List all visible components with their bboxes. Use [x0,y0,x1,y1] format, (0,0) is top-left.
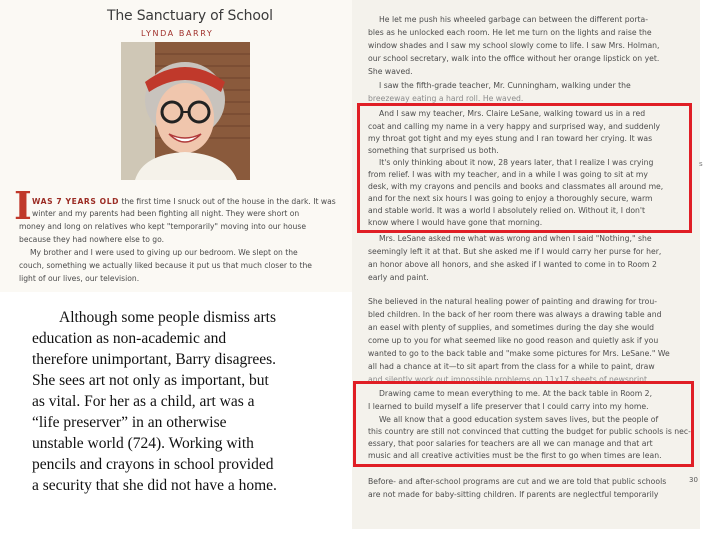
right-page-line: He let me push his wheeled garbage can between the different porta- [379,15,649,24]
drop-cap: I [14,183,32,228]
commentary-line: unstable world (724). Working with [32,435,254,452]
essay-title: The Sanctuary of School [107,8,273,24]
commentary-line: Although some people dismiss arts [59,309,276,326]
right-page-line: wanted to go to the back table and "make some pictures for Mrs. LeSane." We [368,349,670,358]
right-page-line: Before- and after-school programs are cut and we are told that public schools [368,477,667,486]
right-page-line: and stable world. It was a world I absolutely relied on. Without it, I don't [368,206,646,215]
right-page-line: And I saw my teacher, Mrs. Claire LeSane, walking toward us in a red [379,109,646,118]
right-page-line: and silently work out impossible problems on 11x17 sheets of newsprint. [368,375,650,384]
left-page-line: light of our lives, our television. [19,274,140,283]
margin-mark: s [699,160,703,168]
right-page-line: bles as he unlocked each room. He let me turn on the lights and raise the [368,28,652,37]
right-page-line: I learned to build myself a life preserver that I could carry into my home. [368,402,649,411]
right-page-line: from relief. I was with my teacher, and in a while I was going to sit at my [368,170,648,179]
right-page-line: Drawing came to mean everything to me. At the back table in Room 2, [379,389,653,398]
right-page-line: an easel with plenty of supplies, and sometimes during the day she would [368,323,655,332]
commentary-line: pencils and crayons in school provided [32,456,274,473]
right-page-line: Mrs. LeSane asked me what was wrong and when I said "Nothing," she [379,234,652,243]
right-page-line: something that surprised us both. [368,146,499,155]
right-page-line: music and all creative activities must be the first to go when times are lean. [368,451,662,460]
right-page-line: I saw the fifth-grade teacher, Mr. Cunningham, walking under the [379,81,631,90]
right-page-line: She waved. [368,67,413,76]
commentary-line: education as non-academic and [32,330,227,347]
right-page-line: essary, that poor salaries for teachers are all we can manage and that art [368,439,653,448]
right-page-line: all had a chance at it—to sit apart from the class for a while to paint, draw [368,362,655,371]
author-photo [121,42,250,180]
right-page-line: my throat got tight and my eyes stung and I ran toward her crying. It was [368,134,653,143]
highlight-box-life-preserver-passage [353,381,694,467]
right-page-line: It's only thinking about it now, 28 years later, that I realize I was crying [379,158,654,167]
right-page-line: are not made for baby-sitting children. If parents are neglectful temporarily [368,490,659,499]
right-page-line: seemingly left it at that. But she asked me if I would carry her purse for her, [368,247,662,256]
right-page-line: We all know that a good education system saves lives, but the people of [379,415,659,424]
commentary-line: She sees art not only as important, but [32,372,269,389]
opening-words: WAS 7 YEARS OLD [32,197,120,206]
left-page-line: couch, something we actually liked because it put us that much closer to the [19,261,312,270]
highlight-box-lesane-passage [357,103,692,233]
commentary-line: a security that she did not have a home. [32,477,277,494]
right-page-line: come up to you for what seemed like no good reason and quietly ask if you [368,336,659,345]
essay-author: LYNDA BARRY [141,29,214,38]
right-page-line: an honor above all honors, and she asked if I wanted to come in to Room 2 [368,260,657,269]
right-page-line: early and paint. [368,273,429,282]
right-page-line: window shades and I saw my school slowly come to life. I saw Mrs. Holman, [368,41,660,50]
right-page-line: desk, with my crayons and pencils and books and classmates all around me, [368,182,664,191]
commentary-line: as vital. For her as a child, art was a [32,393,255,410]
left-page-line: money and long on relatives who kept "temporarily" moving into our house [19,222,306,231]
right-page-line: She believed in the natural healing power of painting and drawing for trou- [368,297,657,306]
right-page-line: this country are still not convinced that cutting the budget for public schools is nec- [368,427,691,436]
right-page-line: and for the next six hours I was going to enjoy a thoroughly secure, warm [368,194,653,203]
left-page-line: WAS 7 YEARS OLD the first time I snuck out of the house in the dark. It was [32,197,336,206]
right-page-line: breezeway eating a hard roll. He waved. [368,94,524,103]
left-page-line: My brother and I were used to giving up our bedroom. We slept on the [30,248,298,257]
right-page-line: coat and calling my name in a very happy and surprised way, and suddenly [368,122,661,131]
right-page-line: know where I would have gone that morning. [368,218,543,227]
page-number: 30 [689,476,698,484]
left-page-line: because they had nowhere else to go. [19,235,165,244]
commentary-line: “life preserver” in an otherwise [32,414,227,431]
right-page-line: bled children. In the back of her room there was always a drawing table and [368,310,662,319]
left-page-line: winter and my parents had been fighting all night. They were short on [32,209,300,218]
left-book-page [0,0,352,292]
commentary-paragraph [32,307,332,496]
commentary-line: therefore unimportant, Barry disagrees. [32,351,277,368]
right-page-line: our school secretary, walk into the office without her orange lipstick on yet. [368,54,660,63]
